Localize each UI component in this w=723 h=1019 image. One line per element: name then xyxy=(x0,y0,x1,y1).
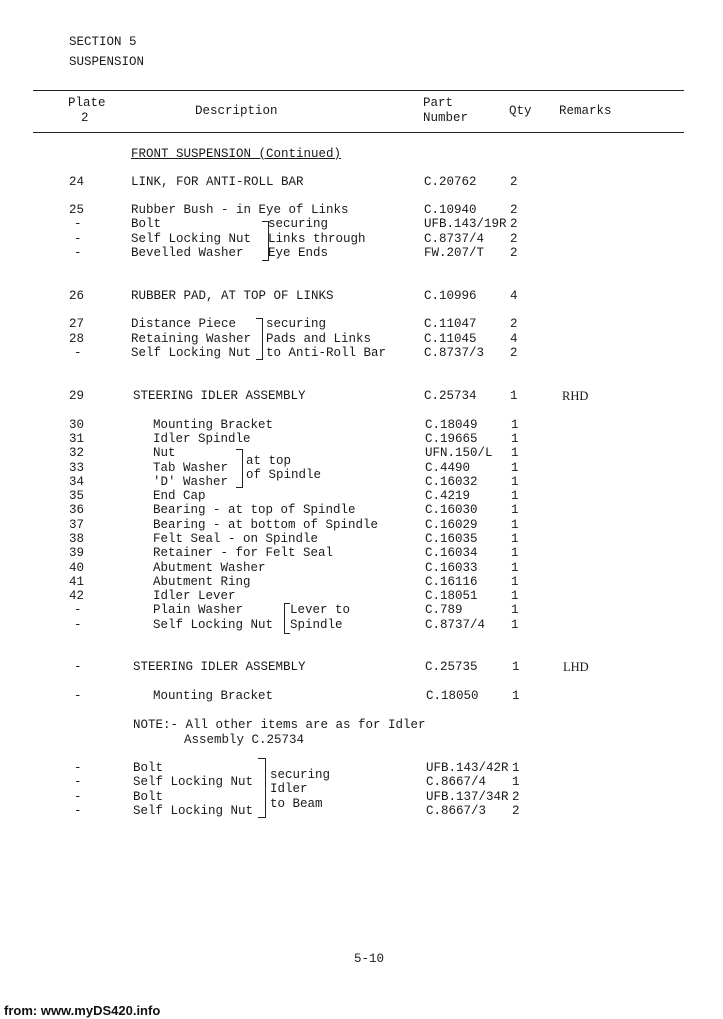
description-cell: Rubber Bush - in Eye of Links xyxy=(131,203,349,217)
part-number-cell: C.18050 xyxy=(426,689,479,703)
qty-cell: 1 xyxy=(511,432,519,446)
plate-cell: - xyxy=(74,232,82,246)
description-cell: Tab Washer xyxy=(153,461,229,475)
plate-cell: - xyxy=(74,790,82,804)
part-number-cell: C.18049 xyxy=(425,418,478,432)
part-number-cell: C.8737/4 xyxy=(424,232,485,246)
description-cell: Distance Piece xyxy=(131,317,237,331)
qty-cell: 1 xyxy=(511,489,519,503)
plate-cell: - xyxy=(74,246,82,260)
column-header-qty: Qty xyxy=(509,104,532,118)
remarks-cell: RHD xyxy=(562,389,589,403)
qty-cell: 1 xyxy=(511,518,519,532)
bracket-note: to Anti-Roll Bar xyxy=(266,346,387,360)
plate-cell: - xyxy=(74,217,82,231)
part-number-cell: C.18051 xyxy=(425,589,478,603)
qty-cell: 1 xyxy=(511,461,519,475)
part-number-cell: C.8667/4 xyxy=(426,775,487,789)
bracket-note: securing xyxy=(270,768,331,782)
part-number-cell: C.25735 xyxy=(425,660,478,674)
remarks-cell: LHD xyxy=(563,660,589,674)
part-number-cell: C.4490 xyxy=(425,461,471,475)
plate-cell: 33 xyxy=(69,461,85,475)
bracket-note: at top xyxy=(246,454,292,468)
plate-cell: 35 xyxy=(69,489,85,503)
column-header-description: Description xyxy=(195,104,278,118)
qty-cell: 2 xyxy=(510,317,518,331)
plate-cell: 25 xyxy=(69,203,85,217)
table-top-rule xyxy=(33,90,684,91)
description-cell: Abutment Ring xyxy=(153,575,251,589)
qty-cell: 4 xyxy=(510,332,518,346)
qty-cell: 4 xyxy=(510,289,518,303)
plate-cell: 32 xyxy=(69,446,85,460)
bracket-note: securing xyxy=(268,217,329,231)
description-cell: Bevelled Washer xyxy=(131,246,244,260)
description-cell: Bolt xyxy=(131,217,162,231)
column-header-part: Part xyxy=(423,96,454,110)
plate-cell: - xyxy=(74,618,82,632)
part-number-cell: UFB.143/19R xyxy=(424,217,507,231)
plate-cell: - xyxy=(74,761,82,775)
plate-cell: 31 xyxy=(69,432,85,446)
qty-cell: 2 xyxy=(512,804,520,818)
plate-cell: 38 xyxy=(69,532,85,546)
qty-cell: 1 xyxy=(512,761,520,775)
plate-cell: 28 xyxy=(69,332,85,346)
column-header-plate: Plate xyxy=(68,96,106,110)
column-header-plate-number: 2 xyxy=(81,111,89,125)
column-header-remarks: Remarks xyxy=(559,104,612,118)
qty-cell: 1 xyxy=(511,418,519,432)
group-bracket xyxy=(256,318,263,360)
group-bracket xyxy=(236,449,243,488)
bracket-note: of Spindle xyxy=(246,468,322,482)
plate-cell: 34 xyxy=(69,475,85,489)
section-caption: FRONT SUSPENSION (Continued) xyxy=(131,147,342,161)
part-number-cell: C.16033 xyxy=(425,561,478,575)
description-cell: Self Locking Nut xyxy=(131,346,252,360)
part-number-cell: FW.207/T xyxy=(424,246,485,260)
subsection-title: SUSPENSION xyxy=(69,55,145,69)
description-cell: 'D' Washer xyxy=(153,475,229,489)
page-number: 5-10 xyxy=(354,952,385,966)
plate-cell: 24 xyxy=(69,175,85,189)
qty-cell: 1 xyxy=(512,689,520,703)
description-cell: Bolt xyxy=(133,790,164,804)
bracket-note: securing xyxy=(266,317,327,331)
part-number-cell: C.8667/3 xyxy=(426,804,487,818)
part-number-cell: C.19665 xyxy=(425,432,478,446)
description-cell: Nut xyxy=(153,446,176,460)
part-number-cell: C.8737/3 xyxy=(424,346,485,360)
qty-cell: 1 xyxy=(511,589,519,603)
description-cell: Self Locking Nut xyxy=(133,804,254,818)
part-number-cell: C.20762 xyxy=(424,175,477,189)
bracket-note: Lever to xyxy=(290,603,351,617)
description-cell: Bolt xyxy=(133,761,164,775)
qty-cell: 1 xyxy=(511,503,519,517)
description-cell: Bearing - at bottom of Spindle xyxy=(153,518,379,532)
group-bracket xyxy=(258,758,266,818)
plate-cell: 42 xyxy=(69,589,85,603)
bracket-note: to Beam xyxy=(270,797,323,811)
description-cell: Felt Seal - on Spindle xyxy=(153,532,319,546)
part-number-cell: C.25734 xyxy=(424,389,477,403)
qty-cell: 1 xyxy=(511,618,519,632)
qty-cell: 2 xyxy=(510,203,518,217)
part-number-cell: C.11045 xyxy=(424,332,477,346)
qty-cell: 1 xyxy=(511,475,519,489)
part-number-cell: UFN.150/L xyxy=(425,446,493,460)
bracket-note: Links through xyxy=(268,232,366,246)
qty-cell: 2 xyxy=(510,346,518,360)
source-footer: from: www.myDS420.info xyxy=(4,1003,161,1018)
plate-cell: 30 xyxy=(69,418,85,432)
part-number-cell: C.16035 xyxy=(425,532,478,546)
section-title: SECTION 5 xyxy=(69,35,137,49)
plate-cell: 41 xyxy=(69,575,85,589)
plate-cell: - xyxy=(74,660,82,674)
table-header-rule xyxy=(33,132,684,133)
part-number-cell: C.10996 xyxy=(424,289,477,303)
plate-cell: 40 xyxy=(69,561,85,575)
qty-cell: 1 xyxy=(510,389,518,403)
description-cell: Idler Spindle xyxy=(153,432,251,446)
part-number-cell: C.16029 xyxy=(425,518,478,532)
qty-cell: 2 xyxy=(510,232,518,246)
description-cell: Mounting Bracket xyxy=(153,689,274,703)
note-text: Assembly C.25734 xyxy=(184,733,305,747)
qty-cell: 1 xyxy=(511,546,519,560)
part-number-cell: C.10940 xyxy=(424,203,477,217)
qty-cell: 1 xyxy=(511,532,519,546)
qty-cell: 1 xyxy=(512,775,520,789)
description-cell: Self Locking Nut xyxy=(133,775,254,789)
part-number-cell: C.8737/4 xyxy=(425,618,486,632)
plate-cell: 27 xyxy=(69,317,85,331)
part-number-cell: C.4219 xyxy=(425,489,471,503)
part-number-cell: C.16034 xyxy=(425,546,478,560)
plate-cell: 29 xyxy=(69,389,85,403)
description-cell: STEERING IDLER ASSEMBLY xyxy=(133,660,306,674)
description-cell: Plain Washer xyxy=(153,603,244,617)
description-cell: STEERING IDLER ASSEMBLY xyxy=(133,389,306,403)
plate-cell: - xyxy=(74,804,82,818)
qty-cell: 2 xyxy=(510,246,518,260)
description-cell: Abutment Washer xyxy=(153,561,266,575)
description-cell: Self Locking Nut xyxy=(131,232,252,246)
bracket-note: Eye Ends xyxy=(268,246,329,260)
plate-cell: 37 xyxy=(69,518,85,532)
description-cell: Self Locking Nut xyxy=(153,618,274,632)
qty-cell: 2 xyxy=(510,175,518,189)
plate-cell: - xyxy=(74,775,82,789)
qty-cell: 2 xyxy=(510,217,518,231)
part-number-cell: C.16116 xyxy=(425,575,478,589)
qty-cell: 1 xyxy=(511,561,519,575)
description-cell: End Cap xyxy=(153,489,206,503)
description-cell: Idler Lever xyxy=(153,589,236,603)
qty-cell: 1 xyxy=(512,660,520,674)
description-cell: LINK, FOR ANTI-ROLL BAR xyxy=(131,175,304,189)
plate-cell: 36 xyxy=(69,503,85,517)
bracket-note: Pads and Links xyxy=(266,332,372,346)
plate-cell: 26 xyxy=(69,289,85,303)
part-number-cell: UFB.137/34R xyxy=(426,790,509,804)
note-text: NOTE:- All other items are as for Idler xyxy=(133,718,426,732)
qty-cell: 2 xyxy=(512,790,520,804)
bracket-note: Spindle xyxy=(290,618,343,632)
bracket-note: Idler xyxy=(270,782,308,796)
qty-cell: 1 xyxy=(511,603,519,617)
part-number-cell: C.16030 xyxy=(425,503,478,517)
description-cell: Retaining Washer xyxy=(131,332,252,346)
part-number-cell: C.11047 xyxy=(424,317,477,331)
plate-cell: - xyxy=(74,689,82,703)
plate-cell: - xyxy=(74,346,82,360)
description-cell: Retainer - for Felt Seal xyxy=(153,546,334,560)
description-cell: RUBBER PAD, AT TOP OF LINKS xyxy=(131,289,334,303)
description-cell: Mounting Bracket xyxy=(153,418,274,432)
part-number-cell: C.789 xyxy=(425,603,463,617)
qty-cell: 1 xyxy=(511,446,519,460)
description-cell: Bearing - at top of Spindle xyxy=(153,503,356,517)
plate-cell: - xyxy=(74,603,82,617)
qty-cell: 1 xyxy=(511,575,519,589)
column-header-part-number: Number xyxy=(423,111,469,125)
part-number-cell: C.16032 xyxy=(425,475,478,489)
plate-cell: 39 xyxy=(69,546,85,560)
part-number-cell: UFB.143/42R xyxy=(426,761,509,775)
